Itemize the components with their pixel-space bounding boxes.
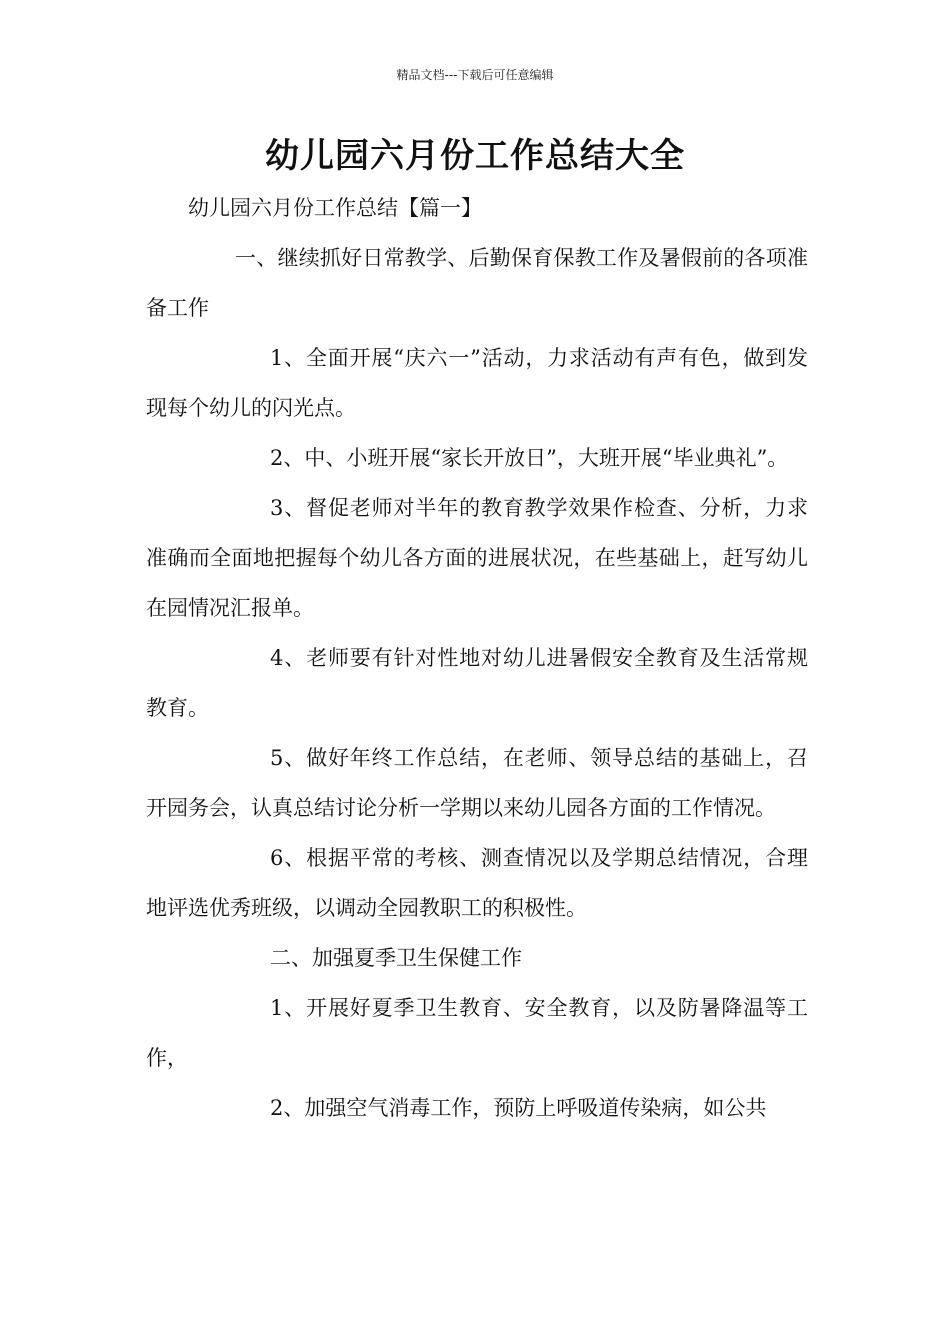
section-two-item: 2、加强空气消毒工作，预防上呼吸道传染病，如公共 [270,1096,767,1120]
document-body [146,183,808,1133]
section-one-heading: 一、继续抓好日常教学、后勤保育保教工作及暑假前的各项准备工作 [146,246,808,320]
section-two-item: 1、开展好夏季卫生教育、安全教育，以及防暑降温等工作， [146,996,808,1070]
page-title: 幼儿园六月份工作总结大全 [265,136,685,176]
section-one-item: 4、老师要有针对性地对幼儿进暑假安全教育及生活常规教育。 [146,646,808,720]
section-subtitle: 幼儿园六月份工作总结【篇一】 [188,196,482,220]
section-two-heading: 二、加强夏季卫生保健工作 [270,946,522,970]
section-one-item: 6、根据平常的考核、测查情况以及学期总结情况，合理地评选优秀班级，以调动全园教职工的积极性。 [146,846,808,920]
section-one-item: 3、督促老师对半年的教育教学效果作检查、分析，力求准确而全面地把握每个幼儿各方面的进展状况，在些基础上，赶写幼儿在园情况汇报单。 [146,496,808,620]
header-note: 精品文档---下载后可任意编辑 [396,68,554,82]
section-one-item: 2、中、小班开展“家长开放日”，大班开展“毕业典礼”。 [270,446,789,470]
section-one-item: 1、全面开展“庆六一”活动，力求活动有声有色，做到发现每个幼儿的闪光点。 [146,346,808,420]
section-one-item: 5、做好年终工作总结，在老师、领导总结的基础上，召开园务会，认真总结讨论分析一学期以来幼儿园各方面的工作情况。 [146,746,808,820]
